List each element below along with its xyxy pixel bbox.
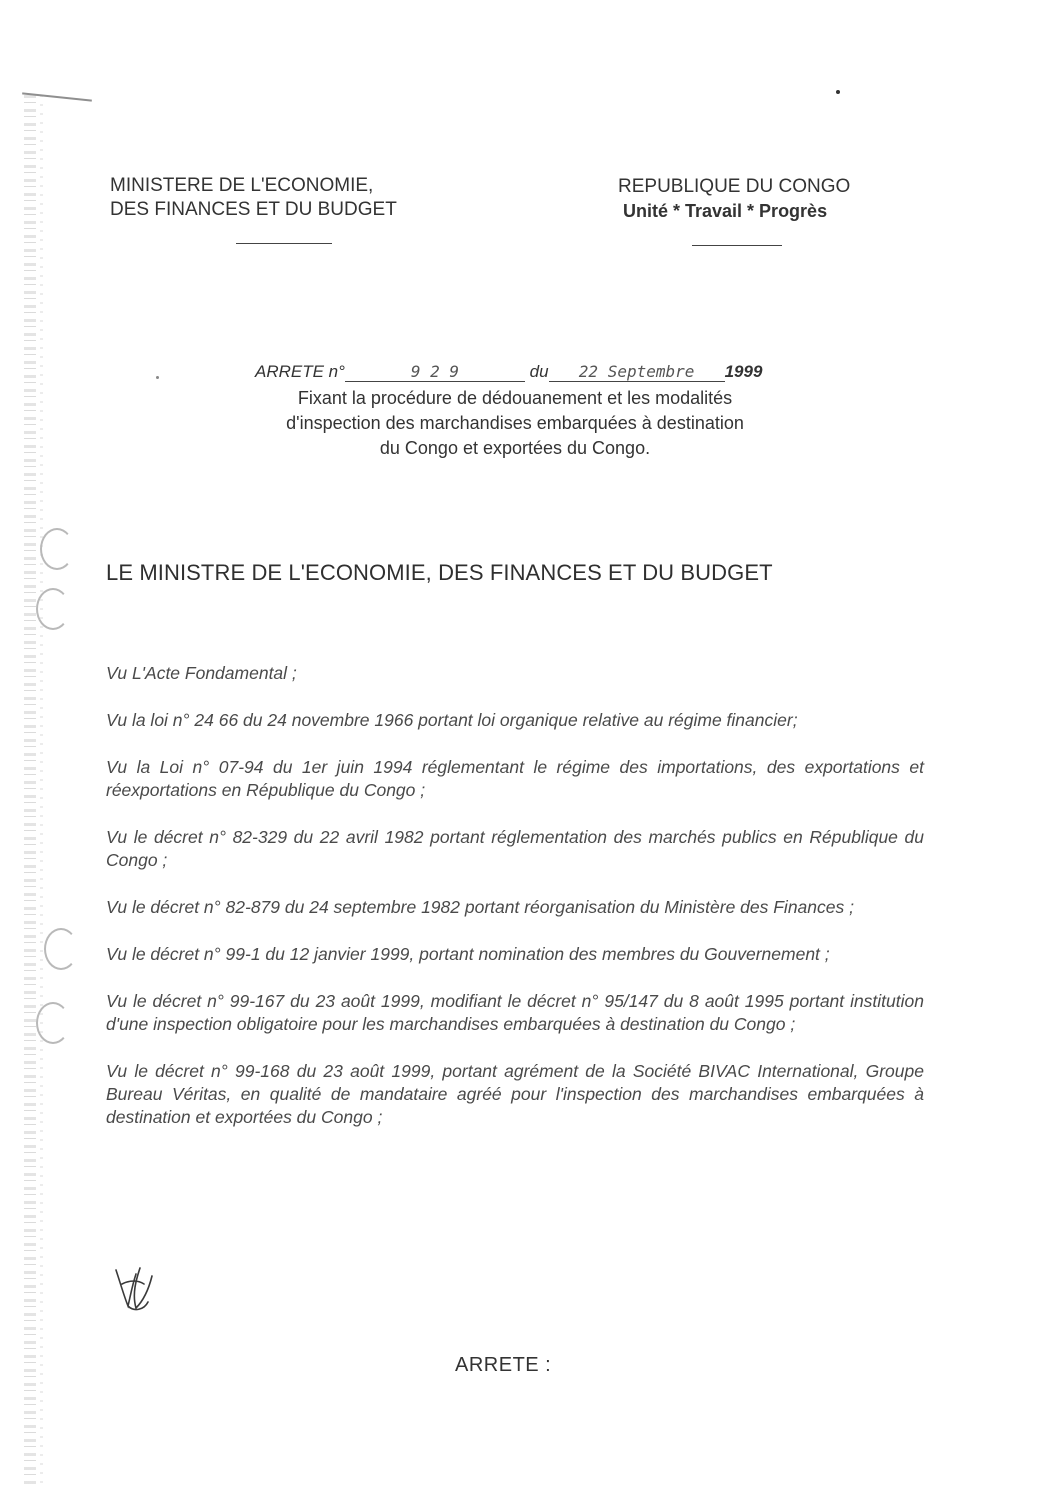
scan-binding-edge-inner xyxy=(40,95,43,1485)
ministry-line-1: MINISTERE DE L'ECONOMIE, xyxy=(110,175,374,196)
republic-name: REPUBLIQUE DU CONGO xyxy=(618,176,851,197)
visa-paragraph: Vu le décret n° 82-329 du 22 avril 1982 portant réglementation des marchés publics en République du Congo ; xyxy=(106,827,924,870)
scan-speck xyxy=(836,90,840,94)
visa-paragraph: Vu la Loi n° 07-94 du 1er juin 1994 réglementant le régime des importations, des exportations et réexportations en République du Congo ; xyxy=(106,757,924,800)
arrete-footer-heading: ARRETE : xyxy=(455,1354,552,1376)
subject-line: du Congo et exportées du Congo. xyxy=(379,438,651,458)
subject-line: d'inspection des marchandises embarquées à destination xyxy=(286,413,744,433)
handwritten-initials-icon xyxy=(110,1262,158,1314)
arrete-year: 1999 xyxy=(724,362,763,381)
visas-list xyxy=(106,662,924,1153)
ministry-line-2: DES FINANCES ET DU BUDGET xyxy=(110,199,397,220)
visa-paragraph: Vu le décret n° 99-168 du 23 août 1999, portant agrément de la Société BIVAC International, Groupe Bureau Véritas, en qualité de mandataire agréé pour l'inspection des marchandises embarquées à destination et exportées du Congo ; xyxy=(106,1061,924,1127)
punch-hole-1 xyxy=(40,528,74,570)
arrete-date-prefix: du xyxy=(529,362,549,381)
national-motto: Unité * Travail * Progrès xyxy=(623,201,828,221)
arrete-subject xyxy=(190,386,840,461)
republic-header xyxy=(618,175,850,223)
visa-paragraph: Vu la loi n° 24 66 du 24 novembre 1966 portant loi organique relative au régime financier; xyxy=(106,710,798,730)
header-rule-right xyxy=(692,245,782,246)
scan-speck xyxy=(156,376,159,379)
punch-hole-2 xyxy=(36,588,70,630)
ministry-header xyxy=(110,174,397,222)
minister-heading: LE MINISTRE DE L'ECONOMIE, DES FINANCES ET DU BUDGET xyxy=(106,560,773,585)
visa-paragraph: Vu le décret n° 99-1 du 12 janvier 1999, portant nomination des membres du Gouvernement ; xyxy=(106,944,830,964)
arrete-number: 9 2 9 xyxy=(345,362,525,382)
subject-line: Fixant la procédure de dédouanement et les modalités xyxy=(297,388,733,408)
arrete-number-line xyxy=(255,362,815,382)
scan-binding-edge xyxy=(24,95,36,1485)
punch-hole-3 xyxy=(44,928,78,970)
arrete-label: ARRETE n° xyxy=(255,362,345,381)
visa-paragraph: Vu le décret n° 99-167 du 23 août 1999, modifiant le décret n° 95/147 du 8 août 1995 portant institution d'une inspection obligatoire pour les marchandises embarquées à destination du Congo ; xyxy=(106,991,924,1034)
header-rule-left xyxy=(236,243,332,244)
visa-paragraph: Vu le décret n° 82-879 du 24 septembre 1982 portant réorganisation du Ministère des Finances ; xyxy=(106,897,854,917)
punch-hole-4 xyxy=(36,1002,70,1044)
visa-paragraph: Vu L'Acte Fondamental ; xyxy=(106,663,297,683)
arrete-date: 22 Septembre xyxy=(549,362,725,382)
